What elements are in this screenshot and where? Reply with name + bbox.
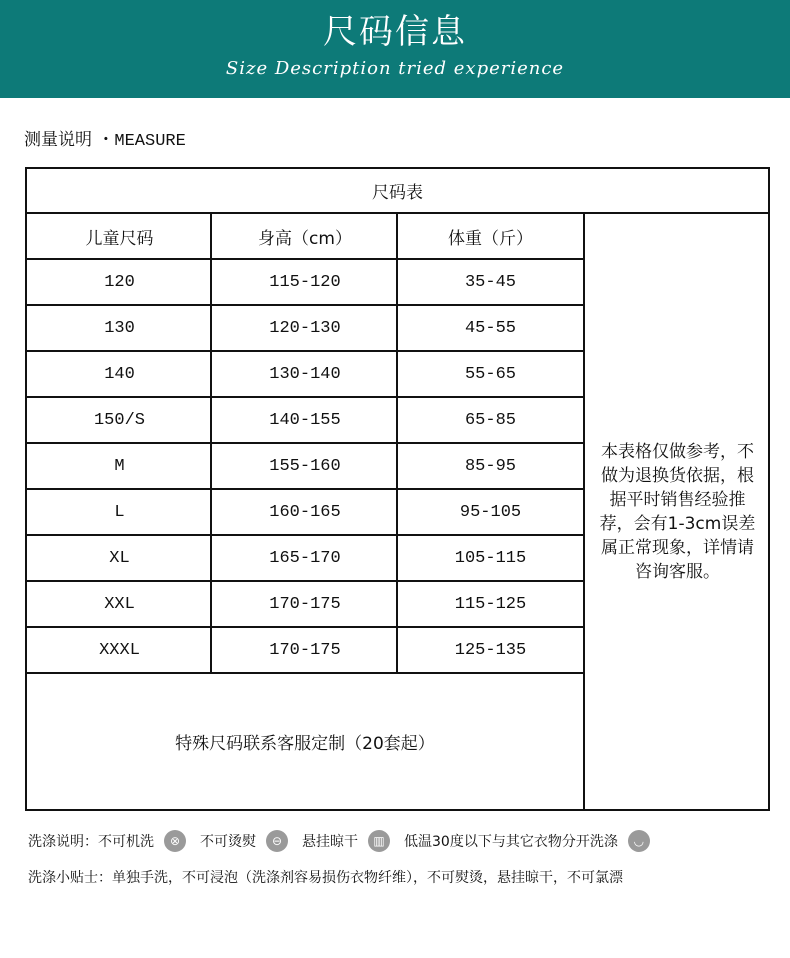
table-cell: M	[114, 456, 125, 476]
table-cell: 105-115	[454, 548, 527, 568]
table-cell: 130-140	[269, 364, 341, 384]
table-cell: 115-120	[269, 272, 341, 292]
column-header: 体重（斤）	[448, 228, 533, 249]
care-label: 洗涤说明：	[28, 834, 98, 850]
table-title: 尺码表	[372, 183, 423, 203]
table-cell: 95-105	[459, 502, 522, 522]
table-cell: 140-155	[269, 410, 341, 430]
table-cell: 165-170	[269, 548, 341, 568]
table-cell: XXXL	[99, 640, 140, 660]
table-cell: 155-160	[269, 456, 341, 476]
table-cell: 130	[104, 318, 135, 338]
column-header: 儿童尺码	[85, 228, 154, 249]
no-iron-icon: ⊖	[266, 830, 288, 852]
wash-tips: 洗涤小贴士：单独手洗，不可浸泡（洗涤剂容易损伤衣物纤维），不可熨烫，悬挂晾干，不可氯漂	[28, 870, 623, 886]
table-cell: L	[114, 502, 125, 522]
table-cell: 120-130	[269, 318, 341, 338]
column-header: 身高（cm）	[258, 228, 352, 249]
header-banner	[0, 0, 790, 98]
size-table	[25, 167, 770, 811]
table-cell: 170-175	[269, 594, 341, 614]
care-instructions	[28, 828, 664, 854]
no-machine-wash-icon: ⊗	[164, 830, 186, 852]
table-cell: 150/S	[93, 410, 145, 430]
size-note-text: 本表格仅做参考，不做为退换货依据，根据平时销售经验推荐，会有1-3cm误差属正常现象，详情请咨询客服。	[599, 442, 756, 582]
table-cell: 160-165	[269, 502, 341, 522]
care-item-3-text: 悬挂晾干	[302, 834, 358, 850]
page-title: 尺码信息	[323, 12, 467, 52]
measure-label: 测量说明	[24, 130, 92, 150]
measure-en-label: ・MEASURE	[97, 132, 186, 151]
custom-size-note: 特殊尺码联系客服定制（20套起）	[175, 733, 435, 754]
page-subtitle: Size Description tried experience	[225, 58, 565, 79]
table-cell: 120	[104, 272, 135, 292]
size-note	[585, 213, 770, 811]
table-cell: 45-55	[464, 318, 516, 338]
table-cell: 170-175	[269, 640, 341, 660]
care-item-4-text: 低温30度以下与其它衣物分开洗涤	[404, 834, 618, 850]
table-cell: XXL	[104, 594, 135, 614]
table-cell: 140	[104, 364, 135, 384]
table-cell: 85-95	[464, 456, 516, 476]
hang-dry-icon: ▥	[368, 830, 390, 852]
table-cell: 35-45	[464, 272, 516, 292]
care-item-2-text: 不可烫熨	[200, 834, 256, 850]
table-cell: 65-85	[464, 410, 516, 430]
care-item-1-text: 不可机洗	[98, 834, 154, 850]
measure-heading	[24, 128, 186, 154]
low-temp-wash-icon: ◡	[628, 830, 650, 852]
table-cell: 115-125	[454, 594, 527, 614]
table-cell: 55-65	[464, 364, 516, 384]
table-cell: 125-135	[454, 640, 527, 660]
table-cell: XL	[109, 548, 130, 568]
